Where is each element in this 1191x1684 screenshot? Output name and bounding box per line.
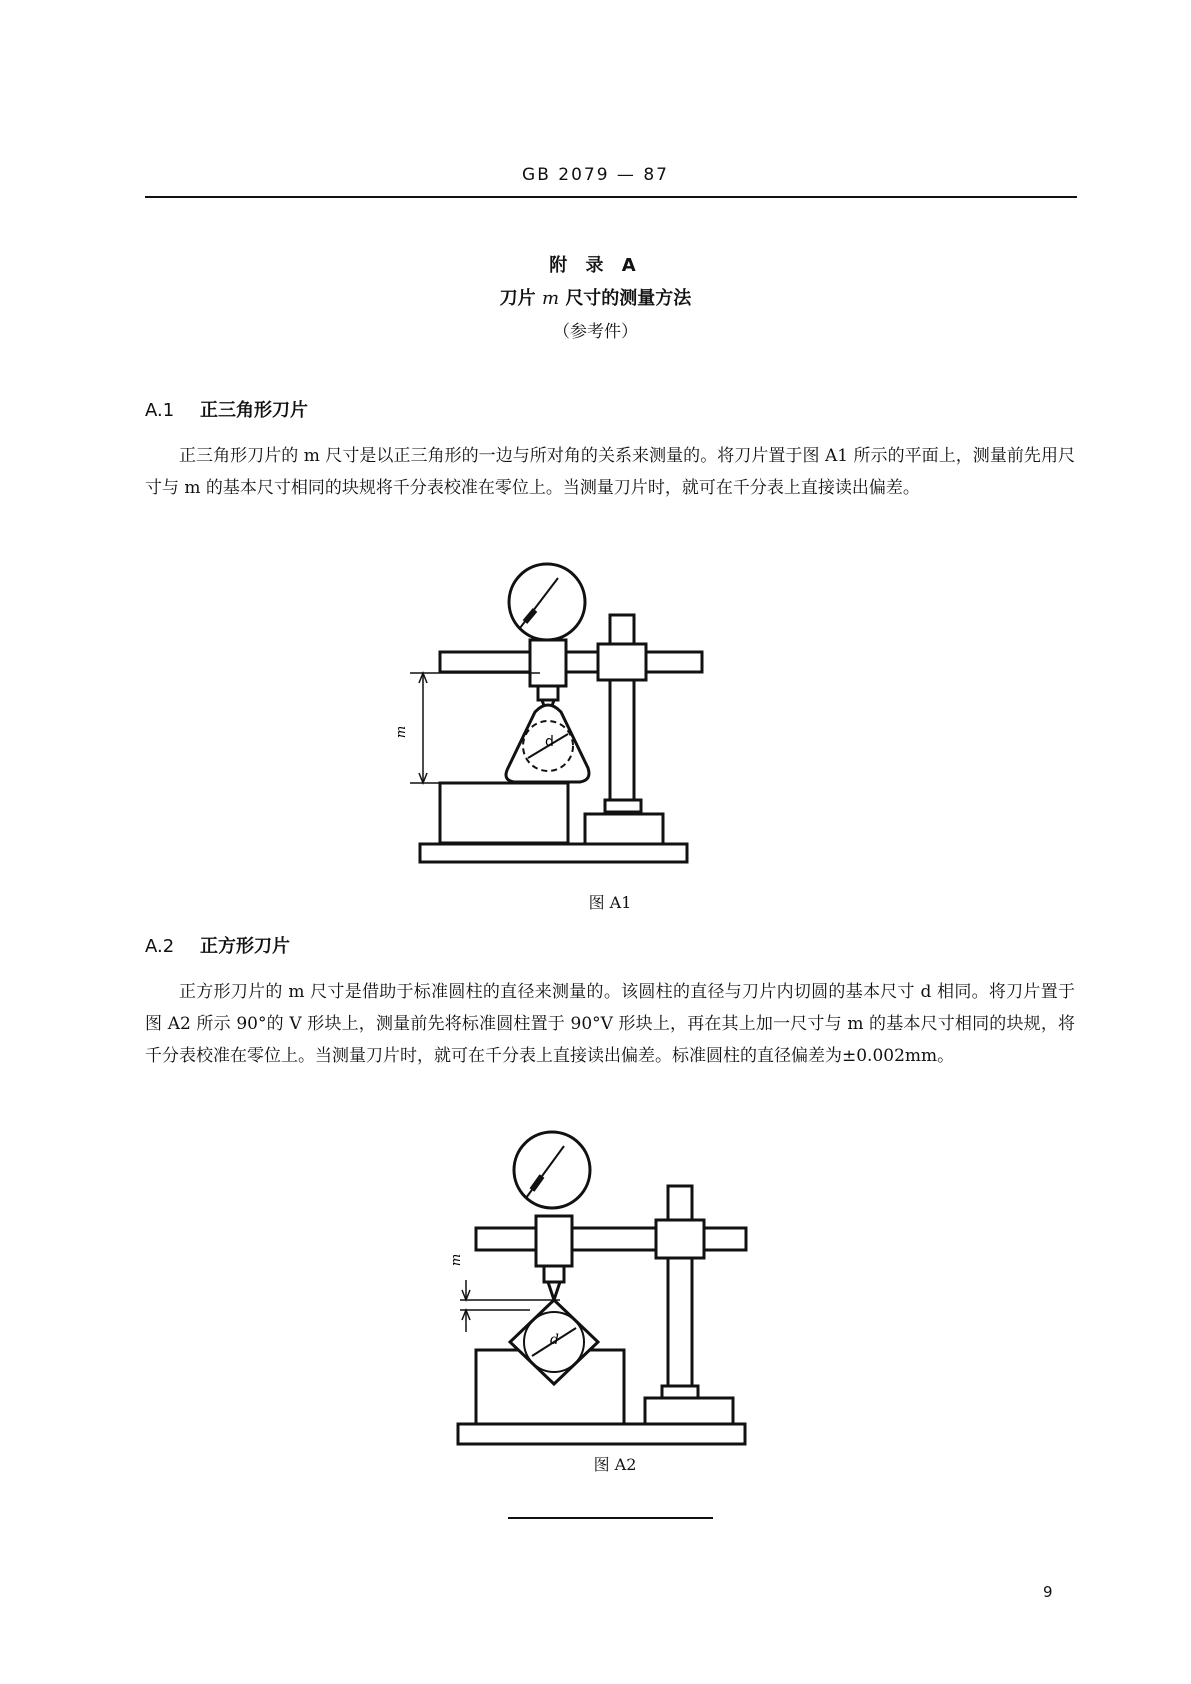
figure-a1-m-label: m	[394, 725, 409, 739]
dial-gauge-face	[509, 564, 585, 640]
appendix-note: （参考件）	[553, 322, 638, 342]
figure-a1-caption: 图 A1	[588, 893, 632, 912]
base-plate	[458, 1424, 745, 1444]
header-rule	[145, 196, 1077, 198]
section-a2-number: A.2	[145, 936, 175, 957]
appendix-title-prefix: 刀片	[499, 288, 536, 309]
section-a1-title: 正三角形刀片	[200, 400, 308, 421]
section-a2-paragraph: 正方形刀片的 m 尺寸是借助于标准圆柱的直径来测量的。该圆柱的直径与刀片内切圆的基本尺寸 d 相同。将刀片置于图 A2 所示 90°的 V 形块上，测量前先将标准圆柱置于 90°V 形块上，再在其上加一尺寸与 m 的基本尺寸相同的块规，将千分表校准在零位上。当测量刀片时，就可在千分表上直接读出偏差。标准圆柱的直径偏差为±0.002mm。	[145, 982, 1075, 1066]
column-clamp	[656, 1220, 704, 1258]
dial-gauge-needle	[526, 1146, 564, 1198]
appendix-label: 附 录 A	[549, 255, 642, 276]
figure-a2-d-label: d	[550, 1332, 559, 1348]
dial-gauge-face	[514, 1132, 590, 1208]
section-a1-number: A.1	[145, 400, 175, 421]
gauge-head	[536, 1216, 572, 1266]
figure-a2-caption: 图 A2	[593, 1455, 637, 1474]
column-base-block	[585, 814, 663, 844]
page-header: GB 2079 — 87	[522, 165, 669, 185]
support-block	[440, 783, 568, 843]
appendix-title-symbol: m	[541, 288, 560, 309]
figure-a2	[440, 1110, 770, 1440]
base-plate	[420, 844, 687, 862]
figure-a1-d-label: d	[545, 734, 554, 750]
section-a1-paragraph: 正三角形刀片的 m 尺寸是以正三角形的一边与所对角的关系来测量的。将刀片置于图 A1 所示的平面上，测量前先用尺寸与 m 的基本尺寸相同的块规将千分表校准在零位上。当测量刀片时，就可在千分表上直接读出偏差。	[145, 446, 1075, 498]
figure-a2-m-label: m	[449, 1253, 464, 1267]
column-base-block	[645, 1398, 733, 1426]
appendix-title	[0, 284, 1191, 310]
stand-column	[668, 1186, 692, 1398]
page-number: 9	[1043, 1583, 1053, 1601]
crossbar	[440, 652, 702, 672]
gauge-tip	[548, 1282, 560, 1300]
section-a1-heading	[145, 396, 308, 422]
appendix-title-suffix: 尺寸的测量方法	[565, 288, 692, 309]
column-clamp	[598, 644, 646, 680]
section-a2-heading	[145, 932, 290, 958]
section-a2-title: 正方形刀片	[200, 936, 290, 957]
gauge-head	[530, 640, 566, 686]
end-rule	[508, 1517, 713, 1519]
figure-a1	[394, 560, 750, 860]
